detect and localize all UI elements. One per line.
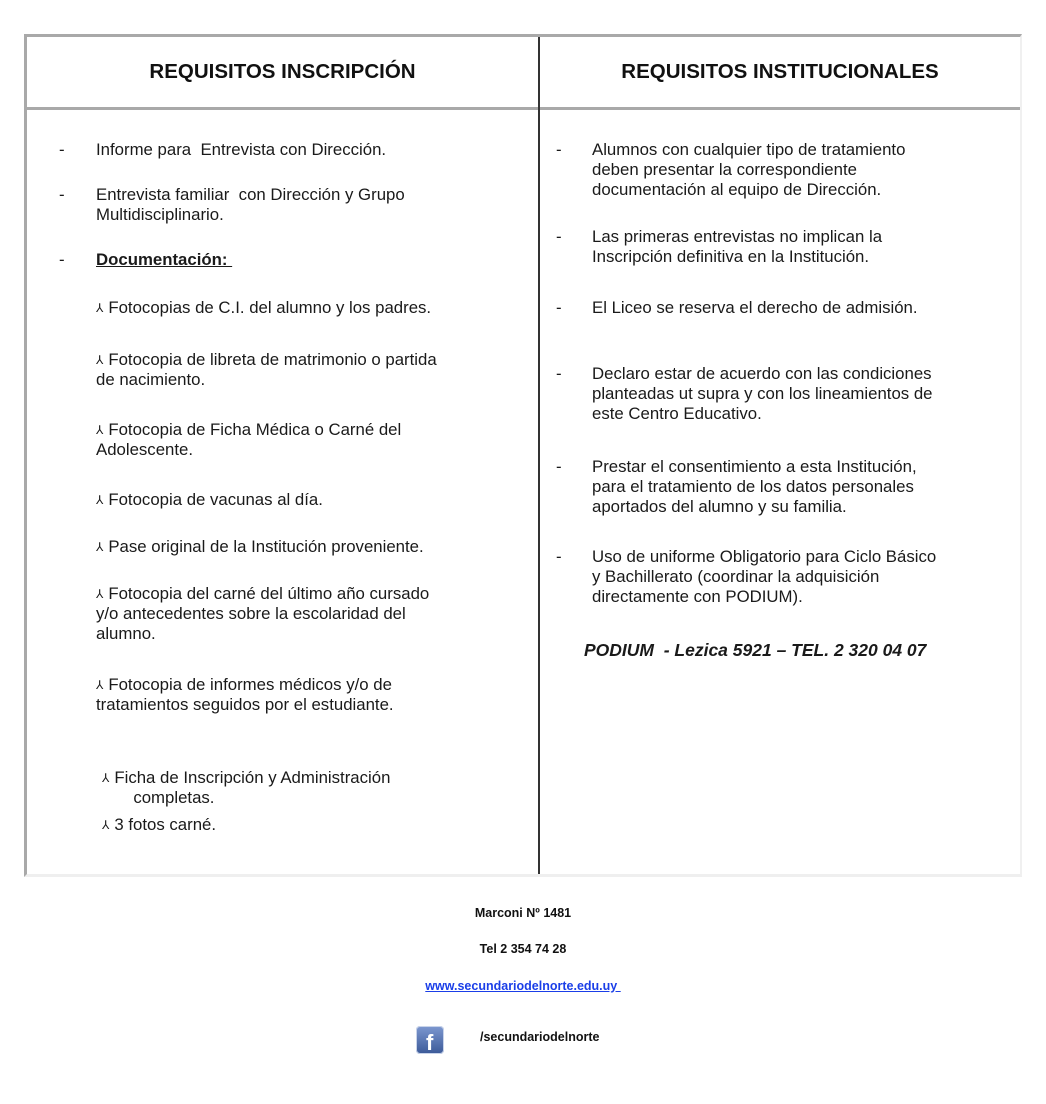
website-link[interactable]: www.secundariodelnorte.edu.uy <box>425 979 621 993</box>
item-text: Prestar el consentimiento a esta Institución, <box>592 457 917 476</box>
header-requisitos-inscripcion: REQUISITOS INSCRIPCIÓN <box>149 60 416 83</box>
item-text: aportados del alumno y su familia. <box>592 497 847 516</box>
dash-bullet: - <box>556 140 562 159</box>
footer-website <box>0 979 1046 993</box>
dash-bullet: - <box>59 140 65 159</box>
dash-bullet: - <box>59 250 65 269</box>
doc-item-text: Fotocopia de libreta de matrimonio o partida <box>108 350 437 369</box>
item-text: El Liceo se reserva el derecho de admisión. <box>592 298 918 317</box>
item-text: este Centro Educativo. <box>592 404 762 423</box>
footer-address: Marconi Nº 1481 <box>474 906 572 920</box>
triangle-bullet-icon: ⅄ <box>96 678 104 692</box>
doc-item-text: Fotocopia de informes médicos y/o de <box>108 675 392 694</box>
triangle-bullet-icon: ⅄ <box>96 301 104 315</box>
doc-item-text: de nacimiento. <box>96 370 206 389</box>
dash-bullet: - <box>556 298 562 317</box>
column-divider <box>538 37 540 874</box>
triangle-bullet-icon: ⅄ <box>96 423 104 437</box>
triangle-bullet-icon: ⅄ <box>96 353 104 367</box>
triangle-bullet-icon: ⅄ <box>96 493 104 507</box>
dash-bullet: - <box>556 364 562 383</box>
dash-bullet: - <box>556 547 562 566</box>
table-header-row <box>27 37 1020 110</box>
item-text: Entrevista familiar con Dirección y Grupo <box>96 185 405 204</box>
item-text: Uso de uniforme Obligatorio para Ciclo Básico <box>592 547 937 566</box>
item-text: Las primeras entrevistas no implican la <box>592 227 883 246</box>
doc-item-text: tratamientos seguidos por el estudiante. <box>96 695 394 714</box>
item-text: Inscripción definitiva en la Institución. <box>592 247 870 266</box>
item-text: para el tratamiento de los datos personales <box>592 477 914 496</box>
doc-item-text: y/o antecedentes sobre la escolaridad del <box>96 604 406 623</box>
doc-item-text: Fotocopias de C.I. del alumno y los padres. <box>108 298 432 317</box>
dash-bullet: - <box>556 457 562 476</box>
doc-item-text: alumno. <box>96 624 156 643</box>
dash-bullet: - <box>556 227 562 246</box>
doc-item-text: Ficha de Inscripción y Administración <box>114 768 391 787</box>
dash-bullet: - <box>59 185 65 204</box>
triangle-bullet-icon: ⅄ <box>102 771 110 785</box>
doc-item-text: completas. <box>124 788 215 807</box>
item-text: documentación al equipo de Dirección. <box>592 180 882 199</box>
item-text: y Bachillerato (coordinar la adquisición <box>592 567 880 586</box>
doc-item-text: Pase original de la Institución proveniente. <box>108 537 424 556</box>
facebook-icon[interactable]: f <box>416 1026 444 1054</box>
documentacion-heading: Documentación: <box>96 250 233 269</box>
doc-item-text: Adolescente. <box>96 440 194 459</box>
item-text: directamente con PODIUM). <box>592 587 803 606</box>
item-text: Multidisciplinario. <box>96 205 224 224</box>
item-text: Alumnos con cualquier tipo de tratamiento <box>592 140 906 159</box>
doc-item-text: 3 fotos carné. <box>114 815 217 834</box>
facebook-handle[interactable]: /secundariodelnorte <box>480 1030 600 1044</box>
item-text: planteadas ut supra y con los lineamientos de <box>592 384 933 403</box>
doc-item-text: Fotocopia de Ficha Médica o Carné del <box>108 420 402 439</box>
footer-phone: Tel 2 354 74 28 <box>479 942 567 956</box>
doc-item-text: Fotocopia del carné del último año cursado <box>108 584 430 603</box>
podium-contact-note: PODIUM - Lezica 5921 – TEL. 2 320 04 07 <box>584 640 927 660</box>
triangle-bullet-icon: ⅄ <box>102 818 110 832</box>
header-requisitos-institucionales: REQUISITOS INSTITUCIONALES <box>621 60 939 83</box>
item-text: Declaro estar de acuerdo con las condiciones <box>592 364 932 383</box>
triangle-bullet-icon: ⅄ <box>96 587 104 601</box>
item-text: Informe para Entrevista con Dirección. <box>96 140 387 159</box>
doc-item-text: Fotocopia de vacunas al día. <box>108 490 323 509</box>
requirements-table <box>24 34 1022 877</box>
triangle-bullet-icon: ⅄ <box>96 540 104 554</box>
item-text: deben presentar la correspondiente <box>592 160 857 179</box>
